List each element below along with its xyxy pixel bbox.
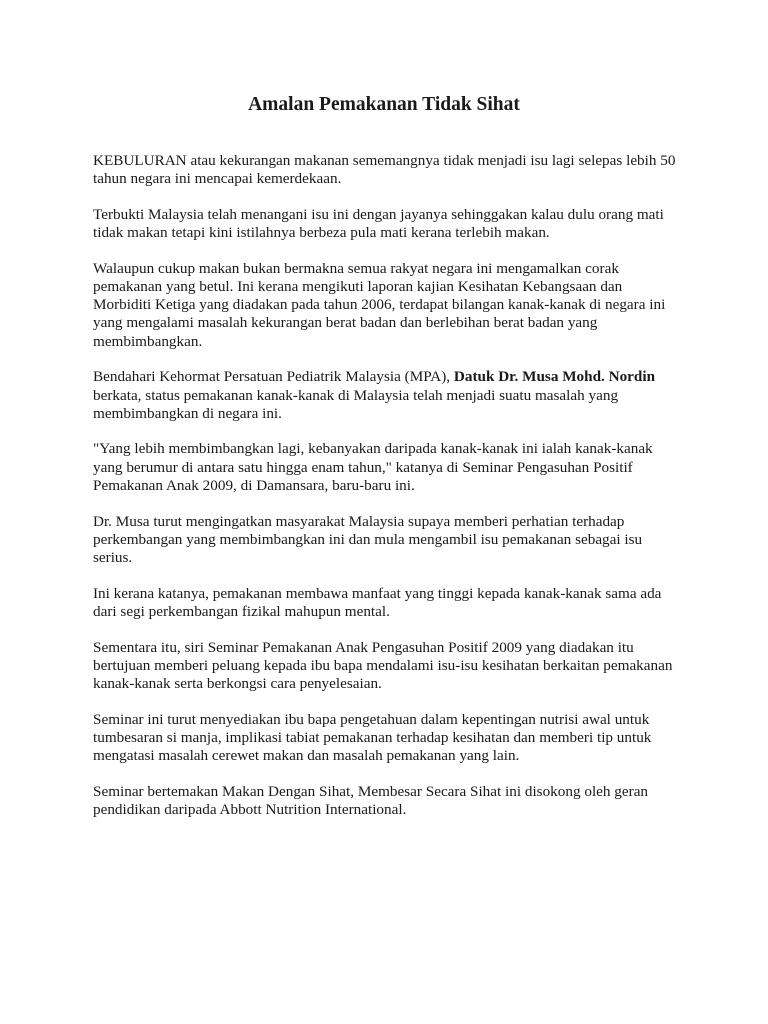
paragraph-3: Walaupun cukup makan bukan bermakna semua rakyat negara ini mengamalkan corak pemakanan yang betul. Ini kerana mengikuti laporan kajian Kesihatan Kebangsaan dan Morbiditi Ketiga yang diadakan pada tahun 2006, terdapat bilangan kanak-kanak di negara ini yang mengalami masalah kekurangan berat badan dan berlebihan berat badan yang membimbangkan.: [93, 259, 666, 350]
paragraph-1: KEBULURAN atau kekurangan makanan sememangnya tidak menjadi isu lagi selepas lebih 50 tahun negara ini mencapai kemerdekaan.: [93, 152, 676, 188]
document-title: Amalan Pemakanan Tidak Sihat: [248, 94, 520, 115]
paragraph-10: Seminar bertemakan Makan Dengan Sihat, Membesar Secara Sihat ini disokong oleh geran pendidikan daripada Abbott Nutrition International.: [93, 782, 649, 818]
paragraph-4: [93, 368, 678, 423]
paragraph-4-lead: Bendahari Kehormat Persatuan Pediatrik Malaysia (MPA),: [93, 368, 454, 386]
paragraph-9: Seminar ini turut menyediakan ibu bapa pengetahuan dalam kepentingan nutrisi awal untuk tumbesaran si manja, implikasi tabiat pemakanan terhadap kesihatan dan memberi tip untuk mengatasi masalah cerewet makan dan masalah pemakanan yang lain.: [93, 710, 652, 765]
paragraph-7: Ini kerana katanya, pemakanan membawa manfaat yang tinggi kepada kanak-kanak sama ada dari segi perkembangan fizikal mahupun mental.: [93, 584, 662, 620]
paragraph-8: Sementara itu, siri Seminar Pemakanan Anak Pengasuhan Positif 2009 yang diadakan itu bertujuan memberi peluang kepada ibu bapa mendalami isu-isu kesihatan berkaitan pemakanan kanak-kanak serta berkongsi cara penyelesaian.: [93, 638, 673, 692]
paragraph-2: Terbukti Malaysia telah menangani isu ini dengan jayanya sehinggakan kalau dulu orang mati tidak makan tetapi kini istilahnya berbeza pula mati kerana terlebih makan.: [93, 205, 664, 242]
paragraph-5: "Yang lebih membimbangkan lagi, kebanyakan daripada kanak-kanak ini ialah kanak-kanak yang berumur di antara satu hingga enam tahun," katanya di Seminar Pengasuhan Positif Pemakanan Anak 2009, di Damansara, baru-baru ini.: [93, 440, 653, 494]
speaker-name: Datuk Dr. Musa Mohd. Nordin: [453, 368, 656, 386]
article-body: [93, 152, 678, 837]
paragraph-6: Dr. Musa turut mengingatkan masyarakat Malaysia supaya memberi perhatian terhadap perkembangan yang membimbangkan ini dan mula mengambil isu pemakanan sebagai isu serius.: [93, 512, 643, 566]
paragraph-4-rest: berkata, status pemakanan kanak-kanak di Malaysia telah menjadi suatu masalah yang membimbangkan di negara ini.: [93, 386, 619, 422]
